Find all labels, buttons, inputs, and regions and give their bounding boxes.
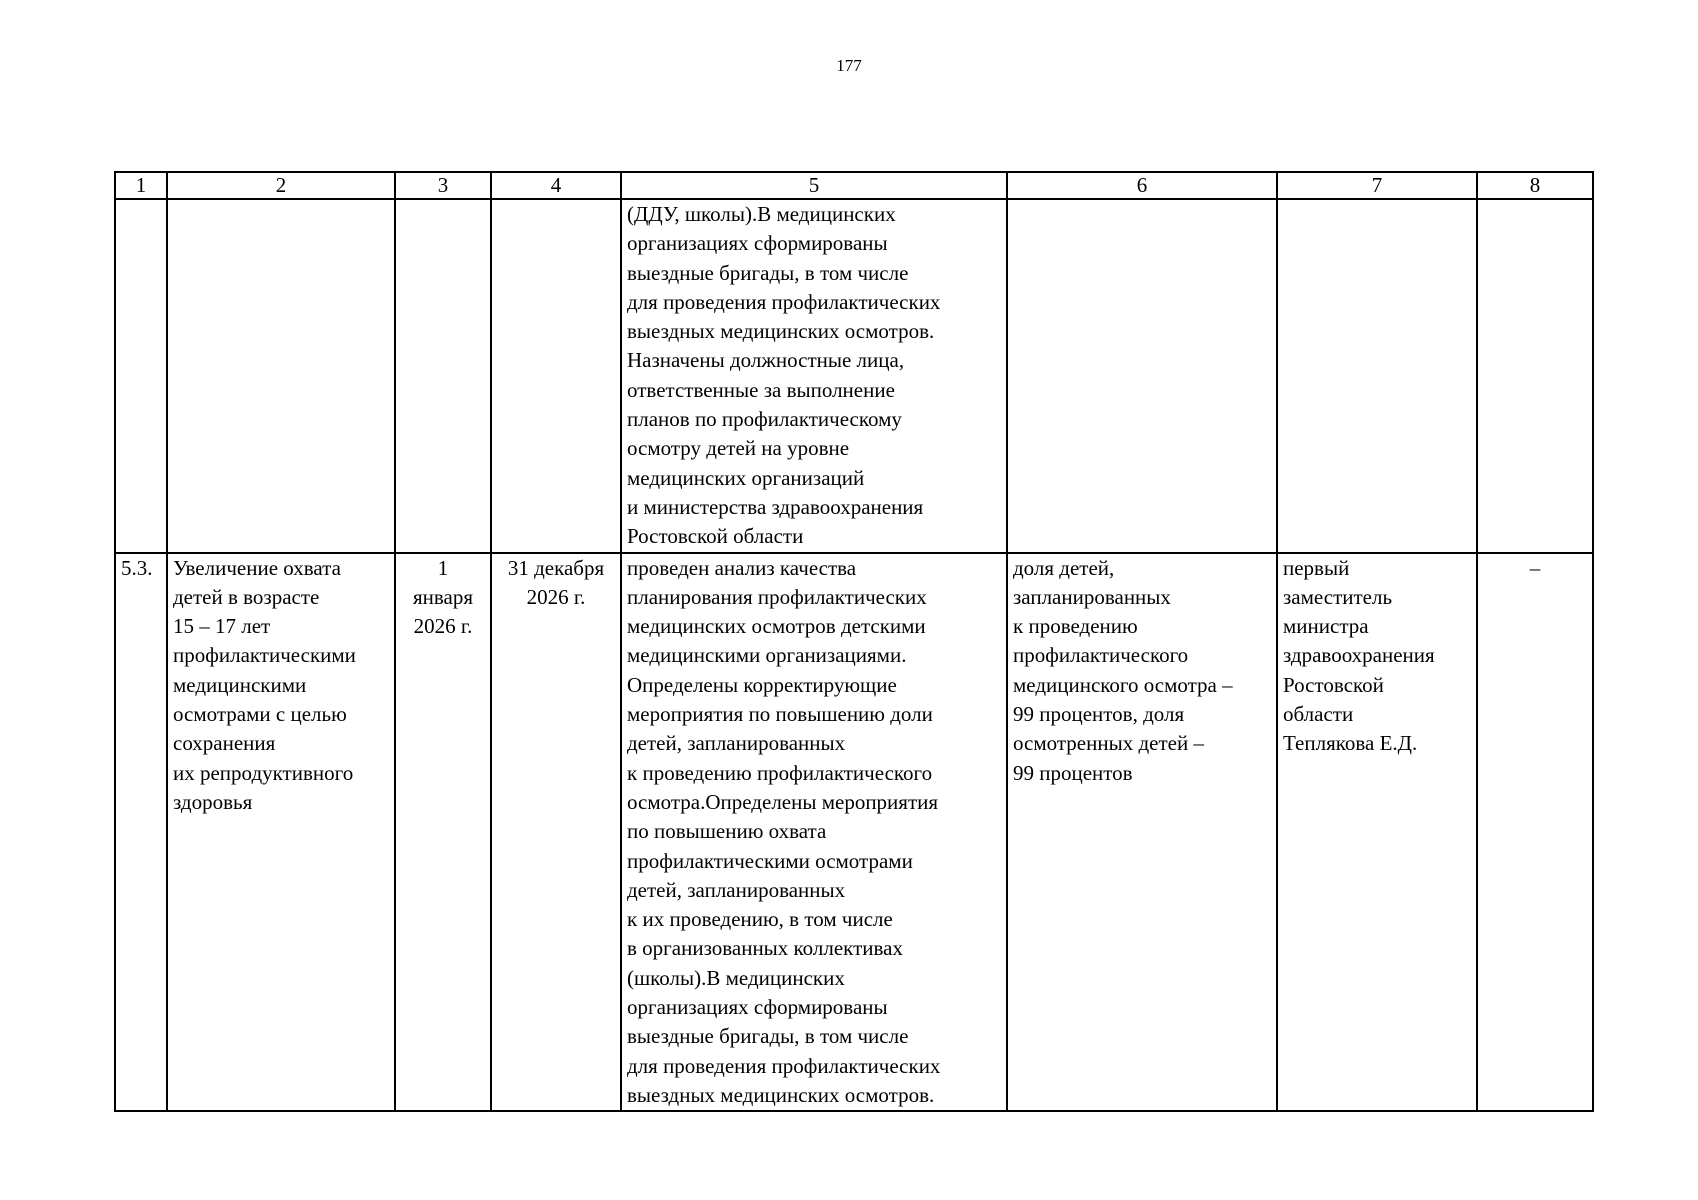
cell-number: 5.3. (115, 553, 167, 1112)
cell-number (115, 199, 167, 553)
cell-result: проведен анализ качества планирования профилактических медицинских осмотров детскими медицинскими организациями. Определены корректирующие мероприятия по повышению доли детей, запланированных к проведению профилактического осмотра.Определены мероприятия по повышению охвата профилактическими осмотрами детей, запланированных к их проведению, в том числе в организованных коллективах (школы).В медицинских организациях сформированы выездные бригады, в том числе для проведения профилактических выездных медицинских осмотров. (621, 553, 1007, 1112)
table-row-5-3 (115, 553, 1593, 1112)
cell-indicator (1007, 199, 1277, 553)
header-cell-6: 6 (1007, 172, 1277, 199)
header-cell-2: 2 (167, 172, 395, 199)
cell-responsible: первый заместитель министра здравоохранения Ростовской области Теплякова Е.Д. (1277, 553, 1477, 1112)
activities-table (114, 171, 1594, 1112)
header-cell-8: 8 (1477, 172, 1593, 199)
cell-activity: Увеличение охвата детей в возрасте 15 – 17 лет профилактическими медицинскими осмотрами с целью сохранения их репродуктивного здоровья (167, 553, 395, 1112)
cell-result: (ДДУ, школы).В медицинских организациях сформированы выездные бригады, в том числе для проведения профилактических выездных медицинских осмотров. Назначены должностные лица, ответственные за выполнение планов по профилактическому осмотру детей на уровне медицинских организаций и министерства здравоохранения Ростовской области (621, 199, 1007, 553)
cell-note (1477, 199, 1593, 553)
cell-end-date (491, 199, 621, 553)
cell-note: – (1477, 553, 1593, 1112)
page-number: 177 (836, 56, 862, 75)
header-cell-5: 5 (621, 172, 1007, 199)
cell-indicator: доля детей, запланированных к проведению профилактического медицинского осмотра – 99 процентов, доля осмотренных детей – 99 процентов (1007, 553, 1277, 1112)
cell-activity (167, 199, 395, 553)
cell-start-date (395, 199, 491, 553)
cell-responsible (1277, 199, 1477, 553)
header-row (115, 172, 1593, 199)
cell-start-date: 1 января 2026 г. (395, 553, 491, 1112)
cell-end-date: 31 декабря 2026 г. (491, 553, 621, 1112)
header-cell-4: 4 (491, 172, 621, 199)
header-cell-1: 1 (115, 172, 167, 199)
header-cell-3: 3 (395, 172, 491, 199)
header-cell-7: 7 (1277, 172, 1477, 199)
table-row-continuation (115, 199, 1593, 553)
